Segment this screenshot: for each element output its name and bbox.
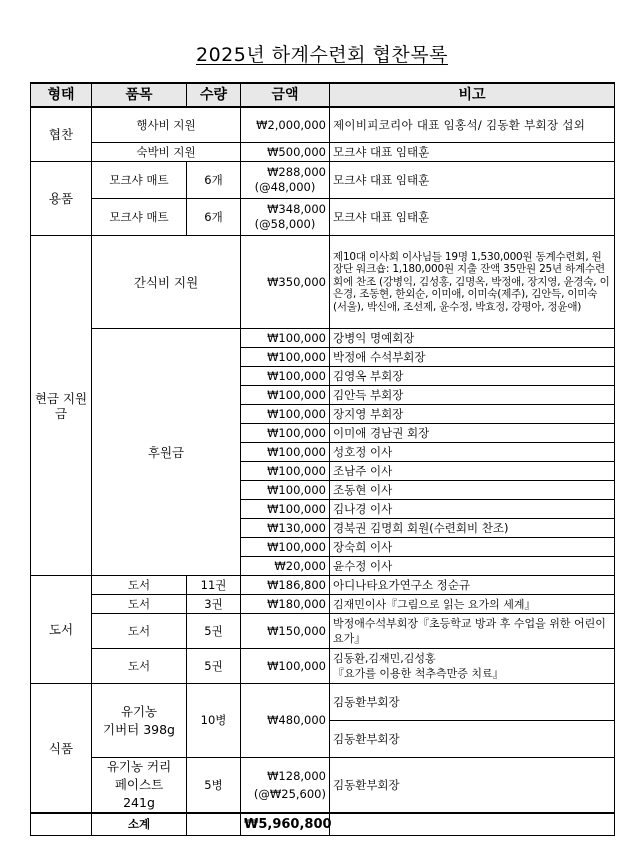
note-cell: 윤수정 이사: [330, 557, 615, 576]
note-cell: 아디나타요가연구소 정순규: [330, 576, 615, 595]
item-line: 241g: [123, 795, 155, 810]
amount-cell: ₩100,000: [241, 348, 330, 367]
note-cell: [330, 649, 615, 684]
type-cell: 식품: [31, 684, 92, 814]
amount-cell: ₩100,000: [241, 443, 330, 462]
sponsorship-table: [30, 82, 615, 836]
table-row: [31, 143, 615, 162]
amount-cell: ₩180,000: [241, 595, 330, 614]
amount-cell: ₩350,000: [241, 236, 330, 329]
note-cell: 박정애 수석부회장: [330, 348, 615, 367]
note-cell: 김나경 이사: [330, 500, 615, 519]
amount-value: ₩288,000: [267, 165, 326, 179]
unit-price: (@₩25,600): [253, 787, 326, 801]
unit-price: (@58,000): [254, 217, 316, 231]
item-cell: [92, 758, 187, 814]
note-cell: 제10대 이사회 이사님들 19명 1,530,000원 동계수련회, 원장단 워크숍: 1,180,000원 지출 잔액 35만원 25년 하계수련회에 찬조 (강병익, 김성홍, 김명옥, 박정애, 장지영, 윤경숙, 이은경, 조동현, 한외순, 이미애, 이미숙(제주), 김안득, 이미숙(서울), 박신애, 조선제, 윤수정, 박효정, 강평아, 정윤애): [330, 236, 615, 329]
amount-value: ₩128,000: [267, 769, 326, 783]
table-row: [31, 595, 615, 614]
type-cell: [31, 236, 92, 576]
table-row: [31, 236, 615, 329]
item-cell: 도서: [92, 614, 187, 649]
note-cell: 모크샤 대표 임태훈: [330, 199, 615, 236]
item-cell: [92, 684, 187, 758]
amount-cell: ₩100,000: [241, 649, 330, 684]
note-cell: 이미애 경남권 회장: [330, 424, 615, 443]
total-label: 소계: [92, 813, 187, 836]
note-cell: 장지영 부회장: [330, 405, 615, 424]
donation-label: 후원금: [92, 329, 241, 576]
amount-cell: ₩100,000: [241, 462, 330, 481]
item-cell: 간식비 지원: [92, 236, 241, 329]
amount-cell: ₩500,000: [241, 143, 330, 162]
header-row: [31, 83, 615, 107]
note-cell: 김동환부회장: [330, 758, 615, 814]
type-cell: 협찬: [31, 107, 92, 162]
amount-cell: ₩100,000: [241, 405, 330, 424]
amount-cell: ₩130,000: [241, 519, 330, 538]
qty-cell: 6개: [187, 162, 241, 199]
table-row: [31, 107, 615, 143]
qty-cell: 11권: [187, 576, 241, 595]
amount-cell: ₩100,000: [241, 500, 330, 519]
item-cell: 도서: [92, 649, 187, 684]
note-cell: 김동환부회장: [330, 684, 615, 721]
item-cell: 모크샤 매트: [92, 162, 187, 199]
header-qty: 수량: [187, 83, 241, 107]
header-amount: 금액: [241, 83, 330, 107]
amount-cell: ₩100,000: [241, 481, 330, 500]
note-cell: 경북권 김명희 회원(수련회비 찬조): [330, 519, 615, 538]
type-label: 현금 지원금: [34, 390, 88, 421]
total-empty-cell: [187, 813, 241, 836]
table-row: [31, 758, 615, 814]
qty-cell: 5권: [187, 614, 241, 649]
table-row: [31, 576, 615, 595]
amount-cell: ₩20,000: [241, 557, 330, 576]
note-cell: 조남주 이사: [330, 462, 615, 481]
qty-cell: 5권: [187, 649, 241, 684]
item-line: 기버터 398g: [103, 721, 175, 737]
total-row: [31, 813, 615, 836]
table-row: [31, 684, 615, 721]
page-title: 2025년 하계수련회 협찬목록: [196, 44, 448, 66]
total-amount: ₩5,960,800: [241, 813, 330, 836]
qty-cell: 5병: [187, 758, 241, 814]
type-cell: 도서: [31, 576, 92, 684]
table-row: [31, 329, 615, 348]
note-line: 김동환,김재민,김성홍: [333, 652, 436, 665]
table-row: [31, 199, 615, 236]
amount-cell: [241, 758, 330, 814]
note-cell: 김안득 부회장: [330, 386, 615, 405]
item-cell: 도서: [92, 595, 187, 614]
note-cell: 모크샤 대표 임태훈: [330, 162, 615, 199]
table-row: [31, 162, 615, 199]
item-cell: 모크샤 매트: [92, 199, 187, 236]
note-cell: 장숙희 이사: [330, 538, 615, 557]
amount-cell: ₩100,000: [241, 424, 330, 443]
amount-cell: ₩186,800: [241, 576, 330, 595]
type-cell: 용품: [31, 162, 92, 236]
header-item: 품목: [92, 83, 187, 107]
amount-cell: ₩100,000: [241, 367, 330, 386]
qty-cell: 10병: [187, 684, 241, 758]
note-cell: 김영옥 부회장: [330, 367, 615, 386]
item-line: 유기농: [120, 703, 158, 719]
amount-value: ₩348,000: [267, 202, 326, 216]
note-cell: 박정애수석부회장『초등학교 방과 후 수업을 위한 어린이 요가』: [330, 614, 615, 649]
note-cell: 강병익 명예회장: [330, 329, 615, 348]
amount-cell: ₩100,000: [241, 538, 330, 557]
qty-cell: 6개: [187, 199, 241, 236]
total-empty-cell: [330, 813, 615, 836]
qty-cell: 3권: [187, 595, 241, 614]
amount-cell: [241, 199, 330, 236]
amount-cell: [241, 162, 330, 199]
item-cell: 숙박비 지원: [92, 143, 241, 162]
note-cell: 조동현 이사: [330, 481, 615, 500]
item-cell: 도서: [92, 576, 187, 595]
table-row: [31, 614, 615, 649]
amount-cell: ₩150,000: [241, 614, 330, 649]
note-cell: 김재민이사『그림으로 읽는 요가의 세계』: [330, 595, 615, 614]
header-type: 형태: [31, 83, 92, 107]
item-line: 유기농 커리: [106, 759, 172, 774]
note-cell: 제이비피코리아 대표 임홍석/ 김동환 부회장 섭외: [330, 107, 615, 143]
amount-cell: ₩100,000: [241, 386, 330, 405]
note-cell: 모크샤 대표 임태훈: [330, 143, 615, 162]
note-cell: 성호정 이사: [330, 443, 615, 462]
item-cell: 행사비 지원: [92, 107, 241, 143]
unit-price: (@48,000): [254, 180, 316, 194]
header-note: 비고: [330, 83, 615, 107]
total-empty-cell: [31, 813, 92, 836]
amount-cell: ₩480,000: [241, 684, 330, 758]
amount-cell: ₩2,000,000: [241, 107, 330, 143]
amount-cell: ₩100,000: [241, 329, 330, 348]
note-cell: 김동환부회장: [330, 721, 615, 758]
table-row: [31, 649, 615, 684]
note-line: 『요가를 이용한 척추측만증 치료』: [333, 667, 504, 680]
item-line: 페이스트: [114, 777, 164, 792]
